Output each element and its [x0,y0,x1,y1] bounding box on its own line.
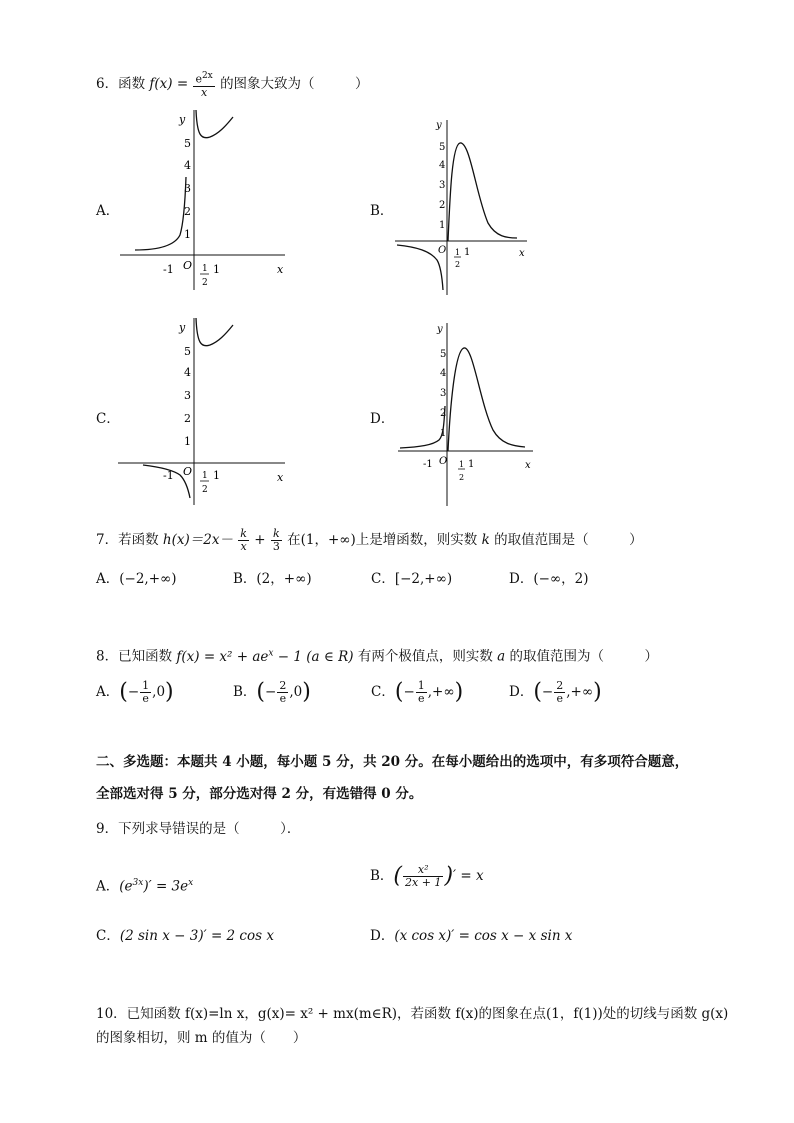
graph-c-ytick-2: 2 [184,412,191,425]
graph-b-y-label: y [436,120,442,131]
q7-stem-b: 在(1，+∞)上是增函数，则实数 [287,532,478,548]
graph-c-ytick-1: 1 [184,435,191,448]
q10-line1: 10．已知函数 f(x)=ln x，g(x)= x² + mx(m∈R)，若函数 f(x)的图象在点(1，f(1))处的切线与函数 g(x) [96,1006,729,1022]
q6-graph-d [395,318,540,508]
graph-d-ytick-2: 2 [440,408,447,419]
graph-d-left-branch [400,406,445,448]
q9-option-b: B．( $\frac{\text{x²}}{2x + 1}$ )′ = x [370,863,484,889]
q7-h-expr: h(x)＝2x－ [162,532,233,548]
q8-option-d: D．(− $\frac{2}{e}$ ,+∞) [509,679,602,705]
q7-frac-k-3: $\frac{k}{3}$ [272,527,280,553]
q6-option-a-label: A． [96,203,120,219]
q8-expr: $f(x) = x^2 + ae^x - 1$ (a ∈ R) [176,648,354,665]
q8-option-a: A．(− $\frac{1}{e}$ ,0) [96,679,174,705]
q6-frac-num: e [195,72,202,86]
q6-option-c-label: C． [96,411,120,427]
graph-c-xtick-neg1: -1 [163,469,174,482]
graph-c-y-label: y [179,321,186,334]
q7-stem-a: 7．若函数 [96,532,159,548]
graph-b-x-label: x [519,248,525,259]
q7-option-a-value: (−2,+∞) [119,571,177,587]
graph-b-ytick-5: 5 [439,142,446,153]
graph-a-half-num: 1 [202,264,208,274]
graph-d-xtick-1: 1 [468,459,475,470]
q10-line2: 的图象相切，则 m 的值为（ ） [96,1030,307,1046]
graph-d-ytick-1: 1 [440,428,447,439]
graph-d-ytick-5: 5 [440,349,447,360]
q8-stem [96,643,658,667]
q6-option-b-label: B． [370,203,394,219]
q6-func: f(x) = [149,75,189,92]
graph-b-half-num: 1 [455,248,461,257]
graph-a-xtick-1: 1 [213,263,220,276]
graph-c-right-branch [196,318,233,346]
graph-a-half-den: 2 [202,278,208,288]
graph-c-ytick-5: 5 [184,345,191,358]
q6-graph-b [392,115,537,300]
graph-d-half-num: 1 [459,460,465,469]
q7-stem-c: 的取值范围是（ ） [494,532,643,548]
q9-option-d: D．(x cos x)′ = cos x − x sin x [370,928,573,944]
q7-plus: + [254,532,266,548]
graph-b-origin: O [438,245,447,256]
q8-stem-a: 8．已知函数 [96,648,173,665]
section2-line2: 全部选对得 5 分，部分选对得 2 分，有选错得 0 分。 [96,786,423,802]
graph-b-ytick-2: 2 [439,200,446,211]
graph-d-origin: O [439,456,448,467]
graph-d-xtick-neg1: -1 [423,459,433,470]
q6-frac-sup: 2x [201,71,213,81]
graph-a-ytick-1: 1 [184,228,191,241]
graph-c-x-label: x [277,471,284,484]
graph-a-ytick-4: 4 [184,159,191,172]
q8-option-c: C．(− $\frac{1}{e}$ ,+∞) [371,679,464,705]
graph-b-xtick-1: 1 [464,247,471,258]
graph-a-right-branch [196,110,233,138]
graph-a-ytick-5: 5 [184,137,191,150]
q8-a-var: a [497,648,506,665]
q7-option-c: C．[−2,+∞) [371,571,453,587]
graph-a-y-label: y [179,113,186,126]
graph-d-ytick-4: 4 [440,368,447,379]
q6-stem [96,70,369,99]
q9-option-c: C．(2 sin x − 3)′ = 2 cos x [96,928,274,944]
q9-option-a: A．$(e^{3x})' = 3e^x$ [96,878,194,895]
graph-a-xtick-neg1: -1 [163,263,174,276]
graph-c-ytick-4: 4 [184,366,191,379]
graph-a-origin: O [183,259,193,272]
q7-option-c-value: [−2,+∞) [394,571,453,587]
q6-option-d-label: D． [370,411,395,427]
q7-option-b: B．(2，+∞) [233,571,312,587]
graph-a-ytick-3: 3 [184,182,191,195]
q9-stem: 9．下列求导错误的是（ ）． [96,821,301,837]
q6-frac-den: x [200,85,208,99]
q7-option-a: A．(−2,+∞) [96,571,177,587]
q6-graph-a [115,105,295,295]
graph-b-right-branch [448,143,517,241]
graph-b-half-den: 2 [455,260,461,269]
graph-b-ytick-3: 3 [439,180,446,191]
graph-d-half-den: 2 [459,473,465,482]
graph-c-half-num: 1 [202,471,208,481]
graph-c-xtick-1: 1 [213,469,220,482]
graph-a-ytick-2: 2 [184,205,191,218]
q7-option-d: D．(−∞，2) [509,571,589,587]
graph-c-ytick-3: 3 [184,389,191,402]
graph-b-left-branch [397,245,443,290]
graph-a-left-branch [135,177,186,250]
q8-stem-b: 有两个极值点，则实数 [357,648,493,665]
graph-c-origin: O [183,465,193,478]
graph-a-x-label: x [277,263,284,276]
q7-frac-k-x: $\frac{k}{x}$ [240,527,247,553]
q7-k-var: k [481,532,490,548]
graph-c-half-den: 2 [202,485,208,495]
graph-b-ytick-1: 1 [439,220,446,231]
q8-stem-c: 的取值范围为（ ） [509,648,659,665]
q7-stem [96,528,643,553]
graph-d-ytick-3: 3 [440,388,447,399]
graph-d-y-label: y [437,324,443,335]
q6-graph-c [115,313,295,508]
q6-fraction [193,70,214,99]
graph-d-right-branch [448,348,525,451]
q6-prefix: 6．函数 [96,75,146,92]
q6-suffix: 的图象大致为（ ） [220,75,369,92]
graph-d-x-label: x [525,460,531,471]
graph-b-ytick-4: 4 [439,160,446,171]
section2-line1: 二、多选题：本题共 4 小题，每小题 5 分，共 20 分。在每小题给出的选项中，有多项符合题意， [96,754,689,770]
q8-option-b: B．(− $\frac{2}{e}$ ,0) [233,679,311,705]
